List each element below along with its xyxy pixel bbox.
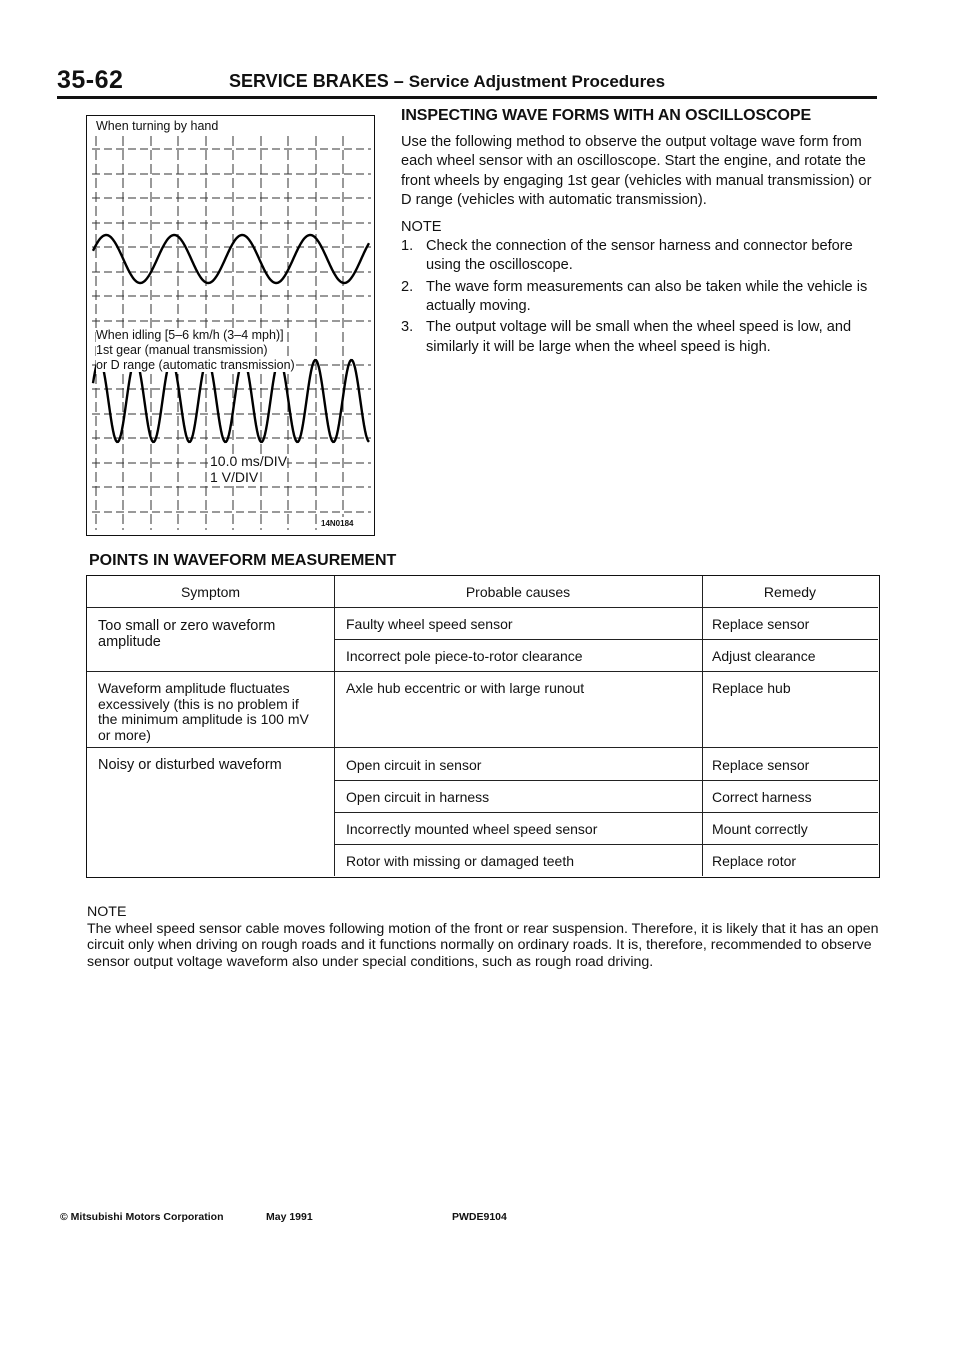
- cause-cell: Open circuit in sensor: [346, 757, 482, 773]
- cause-cell: Rotor with missing or damaged teeth: [346, 853, 574, 869]
- note-item: [401, 318, 879, 357]
- symptom-noisy-waveform: Noisy or disturbed waveform: [98, 757, 282, 773]
- footer-date: May 1991: [266, 1211, 313, 1223]
- remedy-cell: Adjust clearance: [712, 648, 816, 664]
- figure-label-hand: When turning by hand: [96, 119, 219, 133]
- note-item: [401, 237, 879, 276]
- header-symptom: Symptom: [180, 584, 241, 600]
- table-rule: [87, 607, 878, 608]
- bottom-note: [87, 904, 887, 970]
- symptom-small-amplitude: Too small or zero waveform amplitude: [98, 618, 276, 650]
- symptom-fluctuating-amplitude: Waveform amplitude fluctuates excessively (this is no problem if the minimum amplitude is 100 mV or more): [98, 680, 309, 743]
- waveform-fast: [93, 360, 369, 442]
- cause-cell: Incorrectly mounted wheel speed sensor: [346, 821, 598, 837]
- footer-copyright: © Mitsubishi Motors Corporation: [60, 1211, 224, 1223]
- waveform-table: [86, 575, 880, 878]
- cause-cell: Incorrect pole piece-to-rotor clearance: [346, 648, 583, 664]
- note-text: Check the connection of the sensor harness and connector before using the oscilloscope.: [426, 238, 853, 274]
- inspecting-section: [401, 107, 879, 359]
- page-number: 35-62: [57, 66, 124, 94]
- volts-per-division: 1 V/DIV: [210, 469, 259, 485]
- time-per-division: 10.0 ms/DIV: [210, 453, 288, 469]
- section-title: SERVICE BRAKES – Service Adjustment Procedures: [229, 71, 666, 91]
- header-rule: [57, 96, 877, 99]
- table-rule: [87, 747, 878, 748]
- footer-code: PWDE9104: [452, 1211, 507, 1223]
- table-rule: [334, 812, 878, 813]
- remedy-cell: Correct harness: [712, 789, 812, 805]
- remedy-cell: Replace sensor: [712, 757, 810, 773]
- remedy-cell: Replace sensor: [712, 616, 810, 632]
- subsection-name: Service Adjustment Procedures: [408, 72, 666, 91]
- inspecting-title: INSPECTING WAVE FORMS WITH AN OSCILLOSCOPE: [401, 107, 812, 124]
- note-item: [401, 278, 879, 317]
- waveform-slow: [93, 235, 369, 283]
- figure-label-manual: 1st gear (manual transmission): [96, 343, 268, 357]
- note-text: The output voltage will be small when the wheel speed is low, and similarly it will be large when the wheel speed is high.: [426, 319, 852, 355]
- table-divider: [702, 576, 703, 876]
- points-title: POINTS IN WAVEFORM MEASUREMENT: [89, 552, 397, 569]
- page-header: [57, 66, 877, 98]
- remedy-cell: Mount correctly: [712, 821, 808, 837]
- cause-cell: Faulty wheel speed sensor: [346, 616, 513, 632]
- inspecting-body: Use the following method to observe the output voltage wave form from each wheel sensor with an oscilloscope. Start the engine, and rotate the front wheels by engaging 1st gear (vehicles with manual transmission) or D range (vehicles with automatic transmission).: [401, 134, 872, 208]
- cause-cell: Axle hub eccentric or with large runout: [346, 680, 585, 696]
- bottom-note-label: NOTE: [87, 904, 127, 920]
- remedy-cell: Replace hub: [712, 680, 791, 696]
- cause-cell: Open circuit in harness: [346, 789, 490, 805]
- header-causes: Probable causes: [465, 584, 571, 600]
- figure-code: 14N0184: [321, 517, 353, 531]
- section-name: SERVICE BRAKES: [229, 71, 389, 91]
- figure-label-idle: When idling [5–6 km/h (3–4 mph)]: [96, 328, 284, 342]
- table-rule: [334, 844, 878, 845]
- oscilloscope-figure: [86, 115, 375, 536]
- bottom-note-text: The wheel speed sensor cable moves following motion of the front or rear suspension. Therefore, it is likely that it has an open circuit only when driving on rough roads and it functions normally on ordinary roads. It is, therefore, recommended to observe sensor output voltage waveform also under special conditions, such as rough road driving.: [87, 920, 879, 970]
- table-rule: [334, 639, 878, 640]
- table-rule: [87, 671, 878, 672]
- note-text: The wave form measurements can also be taken while the vehicle is actually moving.: [426, 278, 868, 315]
- inspecting-notes: [401, 237, 879, 357]
- note-number: 3.: [401, 319, 414, 336]
- header-remedy: Remedy: [763, 584, 817, 600]
- figure-label-automatic: or D range (automatic transmission): [96, 358, 295, 372]
- note-number: 2.: [401, 278, 414, 295]
- table-rule: [334, 780, 878, 781]
- table-divider: [334, 576, 335, 876]
- remedy-cell: Replace rotor: [712, 853, 797, 869]
- inspecting-note-label: NOTE: [401, 219, 442, 236]
- note-number: 1.: [401, 238, 414, 255]
